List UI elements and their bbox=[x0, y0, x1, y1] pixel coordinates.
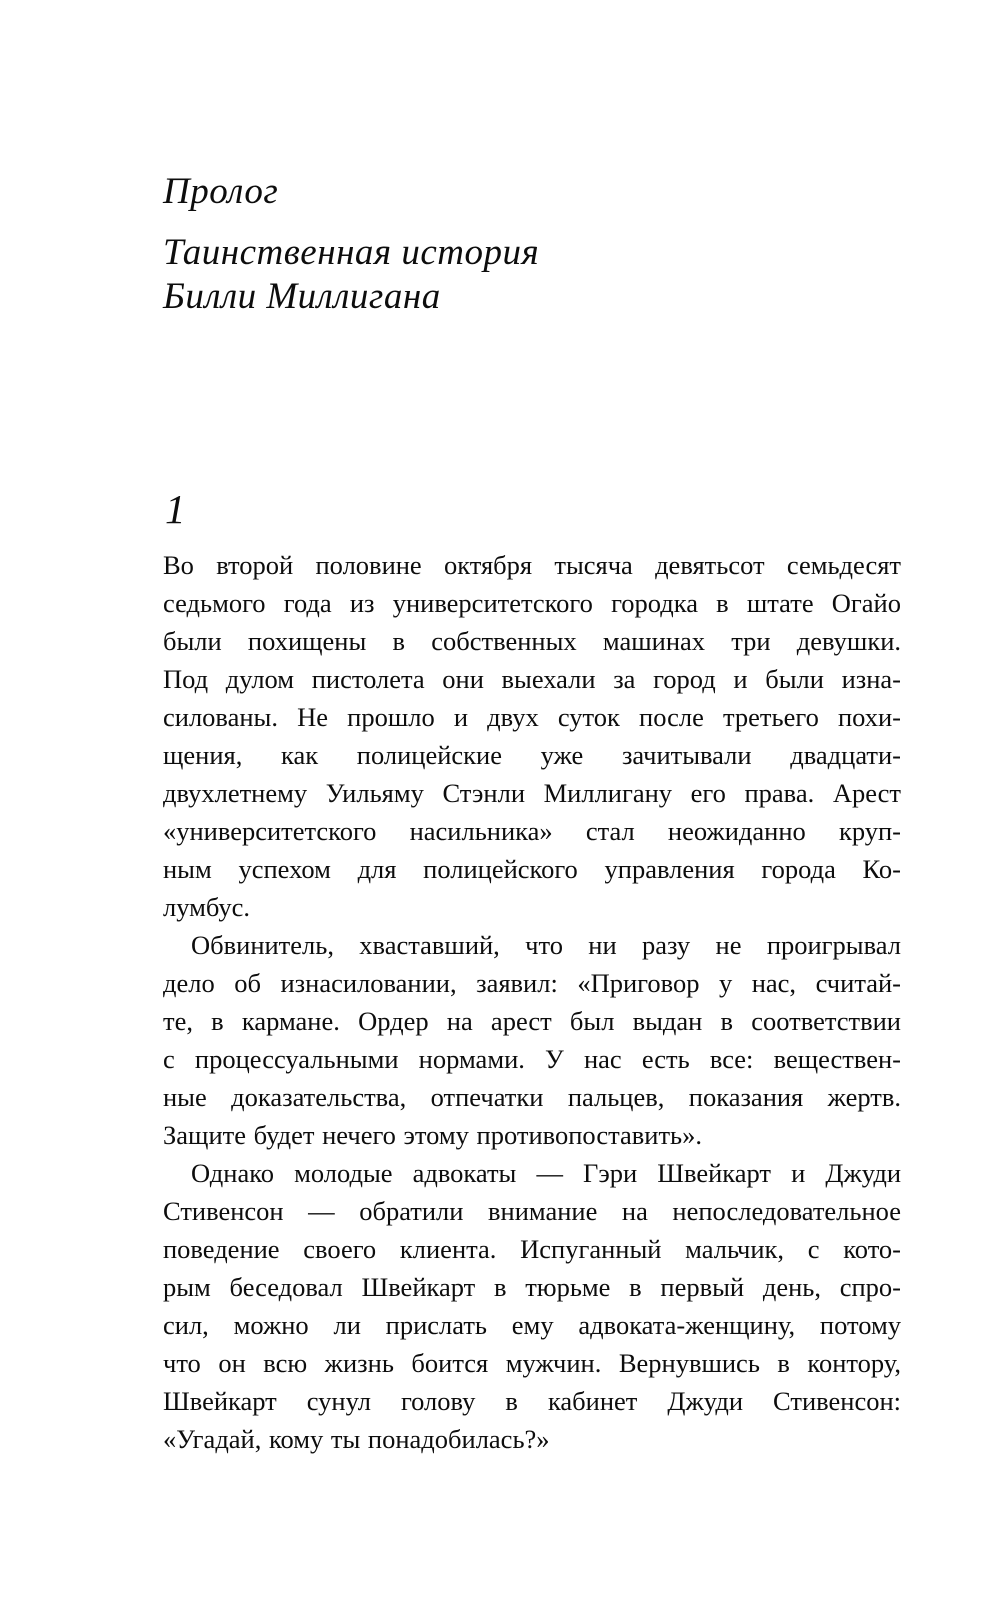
text-line-p2-l1: Обвинитель, хваставший, что ни разу не проигрывал bbox=[191, 930, 901, 960]
text-line-p3-l4: рым беседовал Швейкарт в тюрьме в первый день, спро- bbox=[163, 1272, 901, 1302]
section-number: 1 bbox=[165, 486, 186, 532]
chapter-title: Пролог bbox=[163, 171, 279, 212]
text-line-p1-l4: Под дулом пистолета они выехали за город и были изна- bbox=[163, 664, 901, 694]
chapter-subtitle-line-2: Билли Миллигана bbox=[163, 276, 441, 317]
text-line-p1-l3: были похищены в собственных машинах три девушки. bbox=[163, 626, 901, 656]
chapter-subtitle-line-1: Таинственная история bbox=[163, 232, 540, 273]
text-line-p3-l2: Стивенсон — обратили внимание на непоследовательное bbox=[163, 1196, 901, 1226]
text-line-p1-l10: лумбус. bbox=[163, 892, 251, 922]
book-page bbox=[163, 0, 901, 1616]
text-line-p1-l8: «университетского насильника» стал неожиданно круп- bbox=[163, 816, 901, 846]
text-line-p1-l2: седьмого года из университетского городка в штате Огайо bbox=[163, 588, 901, 618]
text-line-p3-l6: что он всю жизнь боится мужчин. Вернувшись в контору, bbox=[163, 1348, 901, 1378]
text-line-p2-l3: те, в кармане. Ордер на арест был выдан в соответствии bbox=[163, 1006, 901, 1036]
text-line-p2-l4: с процессуальными нормами. У нас есть все: веществен- bbox=[163, 1044, 901, 1074]
body-text bbox=[163, 546, 901, 1458]
text-line-p3-l5: сил, можно ли прислать ему адвоката-женщину, потому bbox=[163, 1310, 901, 1340]
text-line-p3-l8: «Угадай, кому ты понадобилась?» bbox=[163, 1424, 550, 1454]
text-line-p3-l1: Однако молодые адвокаты — Гэри Швейкарт и Джуди bbox=[191, 1158, 901, 1188]
text-line-p1-l5: силованы. Не прошло и двух суток после третьего похи- bbox=[163, 702, 901, 732]
text-line-p1-l6: щения, как полицейские уже зачитывали двадцати- bbox=[163, 740, 901, 770]
text-line-p2-l6: Защите будет нечего этому противопоставить». bbox=[163, 1120, 702, 1150]
text-line-p3-l3: поведение своего клиента. Испуганный мальчик, с кото- bbox=[163, 1234, 901, 1264]
text-line-p1-l9: ным успехом для полицейского управления города Ко- bbox=[163, 854, 901, 884]
text-line-p3-l7: Швейкарт сунул голову в кабинет Джуди Стивенсон: bbox=[163, 1386, 901, 1416]
text-line-p1-l7: двухлетнему Уильяму Стэнли Миллигану его права. Арест bbox=[163, 778, 901, 808]
text-line-p2-l5: ные доказательства, отпечатки пальцев, показания жертв. bbox=[163, 1082, 901, 1112]
text-line-p2-l2: дело об изнасиловании, заявил: «Приговор у нас, считай- bbox=[163, 968, 901, 998]
text-line-p1-l1: Во второй половине октября тысяча девятьсот семьдесят bbox=[163, 550, 901, 580]
chapter-subtitle bbox=[163, 231, 539, 319]
